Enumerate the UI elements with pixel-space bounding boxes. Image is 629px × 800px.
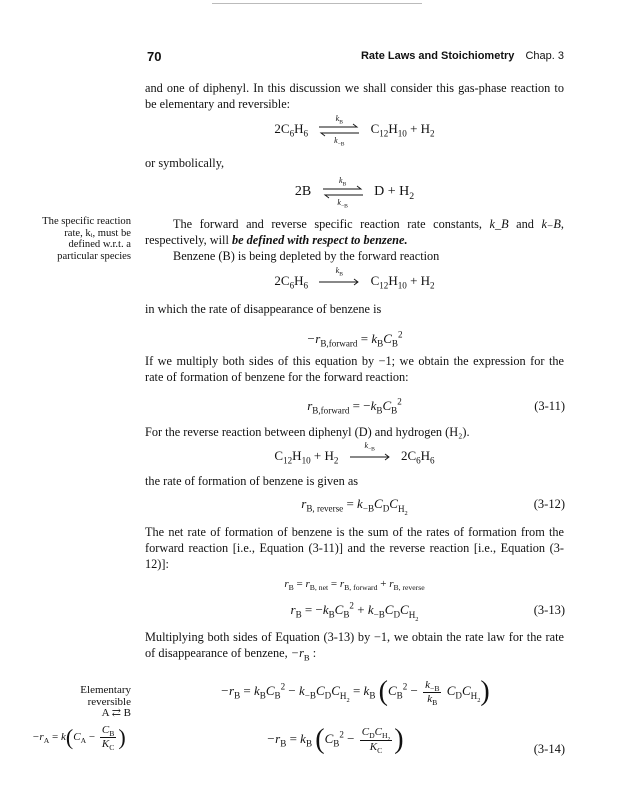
paragraph-disappearance: in which the rate of disappearance of benzene is <box>145 302 382 316</box>
paragraph-intro: and one of diphenyl. In this discussion we shall consider this gas-phase reaction to be elementary and reversible: <box>145 81 564 111</box>
top-rule <box>212 3 422 4</box>
paragraph-rate-constants <box>145 216 564 248</box>
equation-number-3-12: (3-12) <box>533 497 565 511</box>
equation-net-rate: $r_B = -k_BC_B^2 + k_{-B}C_DC_{H_2}$ <box>290 600 419 623</box>
margin-reaction: A ⇄ B <box>101 707 131 719</box>
equation-reversible-reaction: $2C_6H_6$ $k_B$ $k_{-B}$ $C_{12}H_{10} + H_2$ <box>274 114 435 148</box>
forward-arrow-icon: $k_{-B}$ <box>348 450 392 464</box>
paragraph-reverse-reaction: For the reverse reaction between diphenyl (D) and hydrogen (H₂). <box>145 425 470 439</box>
equilibrium-arrow-icon: $k_B$ $k_{-B}$ <box>321 185 365 199</box>
paragraph-net-rate: The net rate of formation of benzene is the sum of the rates of formation from the forward reaction [i.e., Equation (3-11)] and the reverse reaction [i.e., Equation (3-12)]: <box>145 525 564 571</box>
margin-elementary: Elementary <box>80 684 131 696</box>
running-title: Rate Laws and Stoichiometry <box>360 50 515 62</box>
margin-rate-law: $-r_A = k(C_A$ − $\frac{C_B}{K_C}$ ) <box>32 724 126 753</box>
p2-start: The forward and reverse specific reaction rate constants, <box>173 217 482 231</box>
equation-number-3-11: (3-11) <box>534 399 565 413</box>
paragraph-forward-reaction: Benzene (B) is being depleted by the forward reaction <box>173 249 440 263</box>
page-number: 70 <box>147 49 162 64</box>
equation-net-rate-definition: $r_B = r_{B, net} = r_{B, forward} + r_{B, reverse}$ <box>284 578 425 593</box>
p2-mid: , respectively, will <box>145 217 564 247</box>
equation-rate-law-kc: $-r_B = k_B$ ($C_B^2$ − $\frac{C_DC_{H_2}}{K_C}$ ) <box>266 724 404 756</box>
equation-number-3-14: (3-14) <box>533 742 565 756</box>
forward-rate-constant: k_B <box>489 217 509 231</box>
p2-and: and <box>516 217 534 231</box>
equation-forward-disappearance: $-r_{B,forward} = k_BC_B^2$ <box>306 329 403 349</box>
reverse-rate-constant: k₋B <box>541 217 561 231</box>
p9-text: Multiplying both sides of Equation (3-13) by −1, we obtain the rate law for the rate of disappearance of benzene, <box>145 630 564 660</box>
equation-symbolic: 2B $k_B$ $k_{-B}$ $D + H_2$ <box>294 175 415 210</box>
paragraph-rate-given: the rate of formation of benzene is given as <box>145 474 359 488</box>
equation-forward: $2C_6H_6$ $k_B$ $C_{12}H_{10} + H_2$ <box>274 266 435 291</box>
paragraph-multiplying: Multiplying both sides of Equation (3-13) by −1, we obtain the rate law for the rate of disappearance of benzene, $-r_B$ : <box>145 630 564 663</box>
equation-rate-law-expanded: $-r_B = k_BC_B^2 - k_{-B}C_DC_{H_2} = k_B$ ($C_B^2$ − $\frac{k_{-B}}{k_B}$ $C_DC_{H_2}$) <box>220 676 490 707</box>
forward-arrow-icon: $k_B$ <box>317 275 361 289</box>
paragraph-symbolically: or symbolically, <box>145 156 225 170</box>
paragraph-multiply: If we multiply both sides of this equation by −1; we obtain the expression for the rate of formation of benzene for the forward reaction: <box>145 354 564 384</box>
running-header <box>300 50 564 62</box>
chapter-label: Chap. 3 <box>525 50 564 62</box>
margin-reversible: reversible <box>87 695 131 708</box>
equation-reverse-formation: $r_{B, reverse} = k_{-B}C_DC_{H_2}$ <box>301 496 408 517</box>
equilibrium-arrow-icon: $k_B$ $k_{-B}$ <box>317 123 361 137</box>
emphasis-benzene: be defined with respect to benzene. <box>231 233 408 247</box>
equation-number-3-13: (3-13) <box>533 603 565 617</box>
equation-forward-formation: $r_{B,forward} = -k_BC_B^2$ <box>307 396 402 416</box>
margin-note-elementary <box>30 685 131 720</box>
margin-note-specific-rate: The specific reaction rate, kᵢ, must be defined w.r.t. a particular species <box>42 216 131 262</box>
equation-reverse: $C_{12}H_{10} + H_2$ $k_{-B}$ $2C_6H_6$ <box>274 441 435 466</box>
